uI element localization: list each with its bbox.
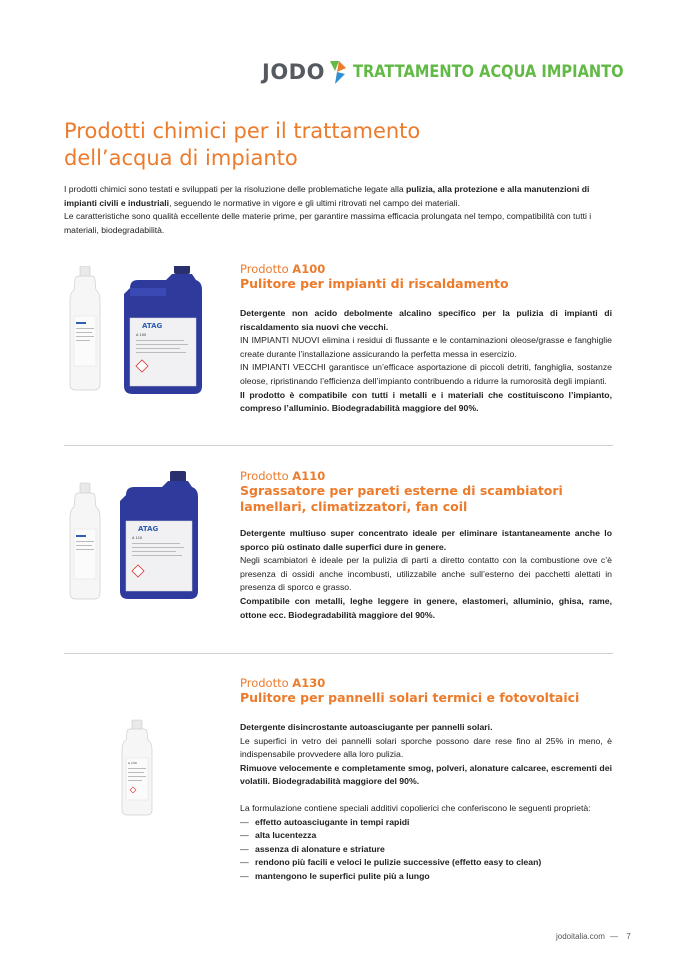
- property-list: [240, 816, 612, 884]
- footer-separator: —: [610, 932, 619, 941]
- product-a130: [240, 676, 612, 884]
- list-item: — assenza di alonature e striature: [240, 843, 612, 857]
- product-formula: La formulazione contiene speciali additivi copolierici che conferiscono le seguenti proprietà:: [240, 802, 591, 813]
- product-body-2: Rimuove velocemente e completamente smog, polveri, alonature calcaree, escrementi dei volatili. Biodegradabilità maggiore del 90%.: [240, 762, 612, 787]
- product-code: A110: [292, 469, 326, 483]
- intro-paragraph-2: Le caratteristiche sono qualità eccellente delle materie prime, per garantire massima efficacia prolungata nel tempo, compatibilità con tutti i materiali, biodegradabilità.: [64, 211, 592, 235]
- product-label: Prodotto A130: [240, 676, 326, 690]
- product-a130-image: [118, 718, 158, 818]
- bottle-image-a100: [66, 266, 236, 396]
- product-a100-image: [66, 266, 236, 396]
- product-body-2: IN IMPIANTI VECCHI garantisce un’efficace asportazione di piccoli detriti, fanghiglia, sostanze oleose, ripristinando l’efficienza dell’impianto contribuendo a ridurre la rumorosità degli impianti.: [240, 362, 612, 386]
- product-a100: [240, 262, 612, 416]
- bottle-code-a110: A 110: [132, 536, 143, 540]
- product-description: [240, 307, 612, 416]
- list-item: — effetto autoasciugante in tempi rapidi: [240, 816, 612, 830]
- intro-p1-pre: I prodotti chimici sono testati e sviluppati per la risoluzione delle problematiche legate alla: [64, 184, 407, 194]
- bottle-code-a100: A 100: [136, 333, 147, 337]
- logo-text: JODO: [262, 60, 325, 84]
- list-item: — rendono più facili e veloci le pulizie successive (effetto easy to clean): [240, 856, 612, 870]
- product-name: Pulitore per impianti di riscaldamento: [240, 276, 509, 291]
- product-label: Prodotto A100: [240, 262, 326, 276]
- product-code: A130: [292, 676, 326, 690]
- page-number: 7: [626, 932, 631, 941]
- product-description: [240, 721, 612, 884]
- intro-paragraph-1: [64, 183, 616, 210]
- product-name: Sgrassatore per pareti esterne di scambiatori lamellari, climatizzatori, fan coil: [240, 483, 563, 514]
- product-body-1: Negli scambiatori è ideale per la pulizia di parti a diretto contatto con la combustione ove c’è presenza di ossidi anche incombusti, utilizzabile anche sull’esterno dei pacchetti alettati in presenza di sporco e grasso.: [240, 555, 612, 593]
- product-label: Prodotto A110: [240, 469, 326, 483]
- product-code: A100: [292, 262, 326, 276]
- page-title: Prodotti chimici per il trattamento dell’acqua di impianto: [64, 119, 421, 170]
- section-title: TRATTAMENTO ACQUA IMPIANTO: [352, 62, 624, 82]
- product-closing: Compatibile con metalli, leghe leggere in genere, elastomeri, alluminio, ghisa, rame, ottone ecc. Biodegradabilità maggiore del 90%.: [240, 595, 612, 620]
- bottle-brand-a100: ATAG: [142, 322, 163, 330]
- bottle-image-a130: [118, 718, 158, 818]
- header-logo: [262, 58, 668, 86]
- bottle-brand-a110: ATAG: [138, 525, 159, 533]
- intro-p1-post: , seguendo le normative in vigore e gli ultimi ritrovati nel campo dei materiali.: [169, 197, 460, 208]
- product-closing: Il prodotto è compatibile con tutti i metalli e i materiali che costituiscono l’impianto, compreso l’alluminio. Biodegradabilità maggiore del 90%.: [240, 389, 612, 414]
- bottle-image-a110: [66, 471, 236, 601]
- product-name: Pulitore per pannelli solari termici e fotovoltaici: [240, 690, 580, 705]
- logo-mark-icon: [327, 58, 349, 86]
- divider: [64, 653, 613, 654]
- footer-site: jodoitalia.com: [556, 932, 605, 941]
- footer: [556, 932, 631, 941]
- intro-p1-bold: pulizia, alla protezione e alla manutenzioni di impianti civili e industriali: [64, 184, 590, 208]
- product-body-1: Le superfici in vetro dei pannelli solari sporche possono dare rese fino al 25% in meno, è indispensabile provvedere alla loro pulizia.: [240, 735, 612, 760]
- product-description: [240, 527, 612, 622]
- product-a110: [240, 469, 612, 622]
- product-lead: Detergente disincrostante autoasciugante per pannelli solari.: [240, 722, 493, 732]
- bottle-code-a130: A 130: [128, 761, 137, 765]
- product-lead: Detergente non acido debolmente alcalino specifico per la pulizia di impianti di riscaldamento sia nuovi che vecchi.: [240, 308, 612, 332]
- product-lead: Detergente multiuso super concentrato ideale per eliminare istantaneamente anche lo sporco più ostinato dalle superfici dure in genere.: [240, 528, 612, 552]
- list-item: — alta lucentezza: [240, 829, 612, 843]
- product-a110-image: [66, 471, 236, 601]
- list-item: — mantengono le superfici pulite più a lungo: [240, 870, 612, 884]
- product-body-1: IN IMPIANTI NUOVI elimina i residui di flussante e le contaminazioni oleose/grasse e fanghiglie create durante l’installazione assicurando la perfetta messa in esercizio.: [240, 335, 612, 359]
- intro-text: [64, 183, 616, 237]
- divider: [64, 445, 613, 446]
